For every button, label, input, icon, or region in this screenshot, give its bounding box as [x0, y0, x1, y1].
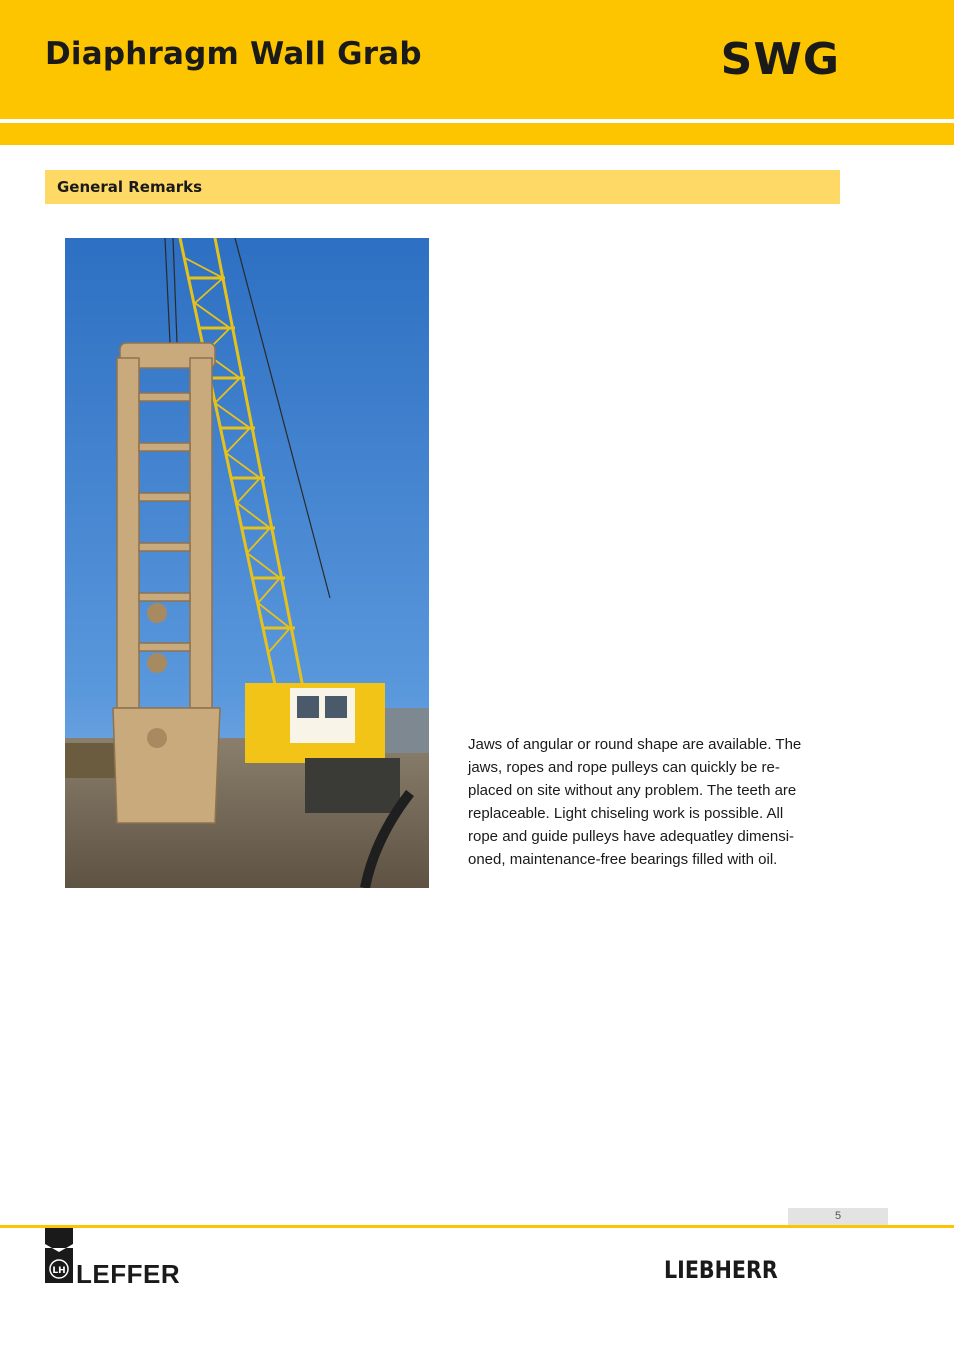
- body-paragraph: [468, 733, 840, 871]
- body-line: placed on site without any problem. The teeth are: [468, 782, 797, 799]
- section-title: General Remarks: [57, 178, 202, 196]
- body-line: oned, maintenance-free bearings filled with oil.: [468, 851, 778, 868]
- crane-photo: [65, 238, 429, 888]
- page-number-box: [788, 1208, 888, 1226]
- page-number: 5: [834, 1210, 842, 1222]
- leffer-wordmark: LEFFER: [76, 1259, 181, 1289]
- section-header: [45, 170, 840, 204]
- header-stripe: [0, 123, 954, 145]
- svg-text:LH: LH: [52, 1266, 66, 1276]
- leffer-emblem-icon: [43, 1228, 77, 1286]
- body-line: rope and guide pulleys have adequatley dimensi-: [468, 828, 795, 845]
- body-line: Jaws of angular or round shape are available. The: [468, 736, 802, 753]
- body-line: replaceable. Light chiseling work is possible. All: [468, 805, 784, 822]
- leffer-logo: [43, 1228, 193, 1289]
- product-code: SWG: [720, 34, 840, 85]
- liebherr-logo: [664, 1256, 840, 1284]
- page-title: Diaphragm Wall Grab: [45, 36, 422, 72]
- header-band: [0, 0, 954, 119]
- body-line: jaws, ropes and rope pulleys can quickly be re-: [468, 759, 780, 776]
- liebherr-wordmark: LIEBHERR: [664, 1256, 778, 1284]
